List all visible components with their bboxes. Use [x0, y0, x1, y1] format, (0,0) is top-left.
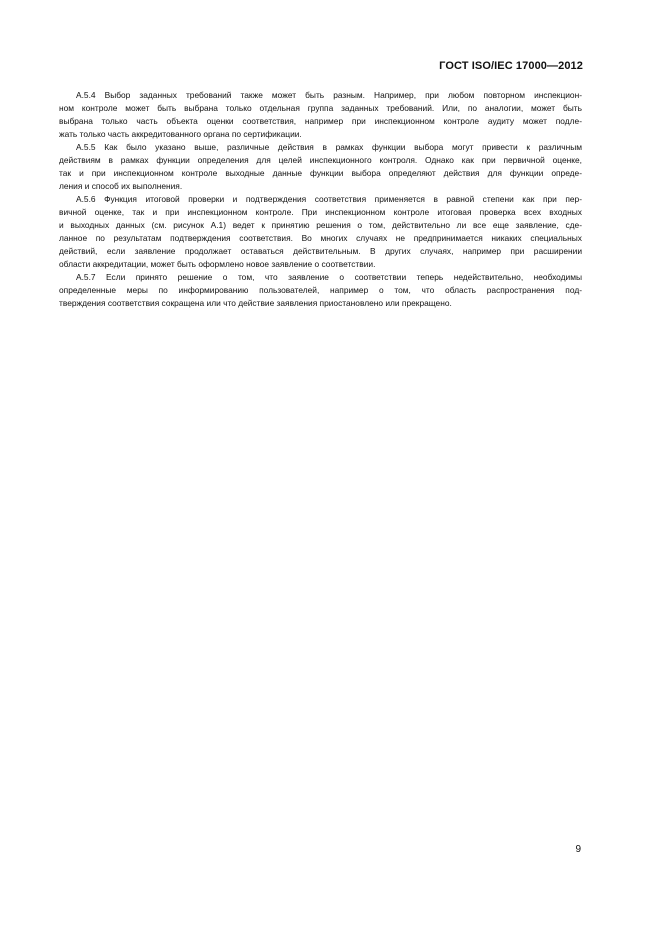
paragraph-a-5-4: [59, 89, 582, 141]
text-line: области аккредитации, может быть оформлено новое заявление о соответствии.: [59, 259, 376, 269]
text-line: ном контроле может быть выбрана только отдельная группа заданных требований. Или, по аналогии, может быть: [59, 103, 582, 113]
text-line: действиям в рамках функции определения для целей инспекционного контроля. Однако как при первичной оценке,: [59, 155, 582, 165]
text-line: А.5.6 Функция итоговой проверки и подтверждения соответствия применяется в равной степени как при пер-: [76, 194, 582, 204]
text-line: А.5.5 Как было указано выше, различные действия в рамках функции выбора могут привести к различным: [76, 142, 582, 152]
text-line: А.5.4 Выбор заданных требований также может быть разным. Например, при любом повторном инспекцион-: [76, 90, 582, 100]
text-line: ления и способ их выполнения.: [59, 181, 183, 191]
text-line: ланное по результатам подтверждения соответствия. Во многих случаях не предпринимается никаких специальных: [59, 233, 582, 243]
text-line: тверждения соответствия сокращена или что действие заявления приостановлено или прекращено.: [59, 298, 452, 308]
text-line: вичной оценке, так и при инспекционном контроле. При инспекционном контроле итоговая проверка всех входных: [59, 207, 582, 217]
text-line: жать только часть аккредитованного органа по сертификации.: [59, 129, 302, 139]
paragraph-a-5-5: [59, 141, 582, 193]
paragraph-a-5-7: [59, 271, 582, 310]
text-line: и выходных данных (см. рисунок А.1) ведет к принятию решения о том, действительно ли все еще заявление, сде-: [59, 220, 582, 230]
page-number: 9: [575, 844, 581, 855]
text-line: выбрана только часть объекта оценки соответствия, например при инспекционном контроле аудиту может подле-: [59, 116, 582, 126]
text-line: определенные меры по информированию пользователей, например о том, что область распространения под-: [59, 285, 582, 295]
standard-header: ГОСТ ISO/IEC 17000—2012: [439, 60, 583, 72]
body-text: [59, 89, 582, 310]
text-line: действий, если заявление продолжает оставаться действительным. В других случаях, например при расширении: [59, 246, 582, 256]
text-line: так и при инспекционном контроле выходные данные функции выбора определяют действия для функции опреде-: [59, 168, 582, 178]
paragraph-a-5-6: [59, 193, 582, 271]
text-line: А.5.7 Если принято решение о том, что заявление о соответствии теперь недействительно, необходимы: [76, 272, 582, 282]
